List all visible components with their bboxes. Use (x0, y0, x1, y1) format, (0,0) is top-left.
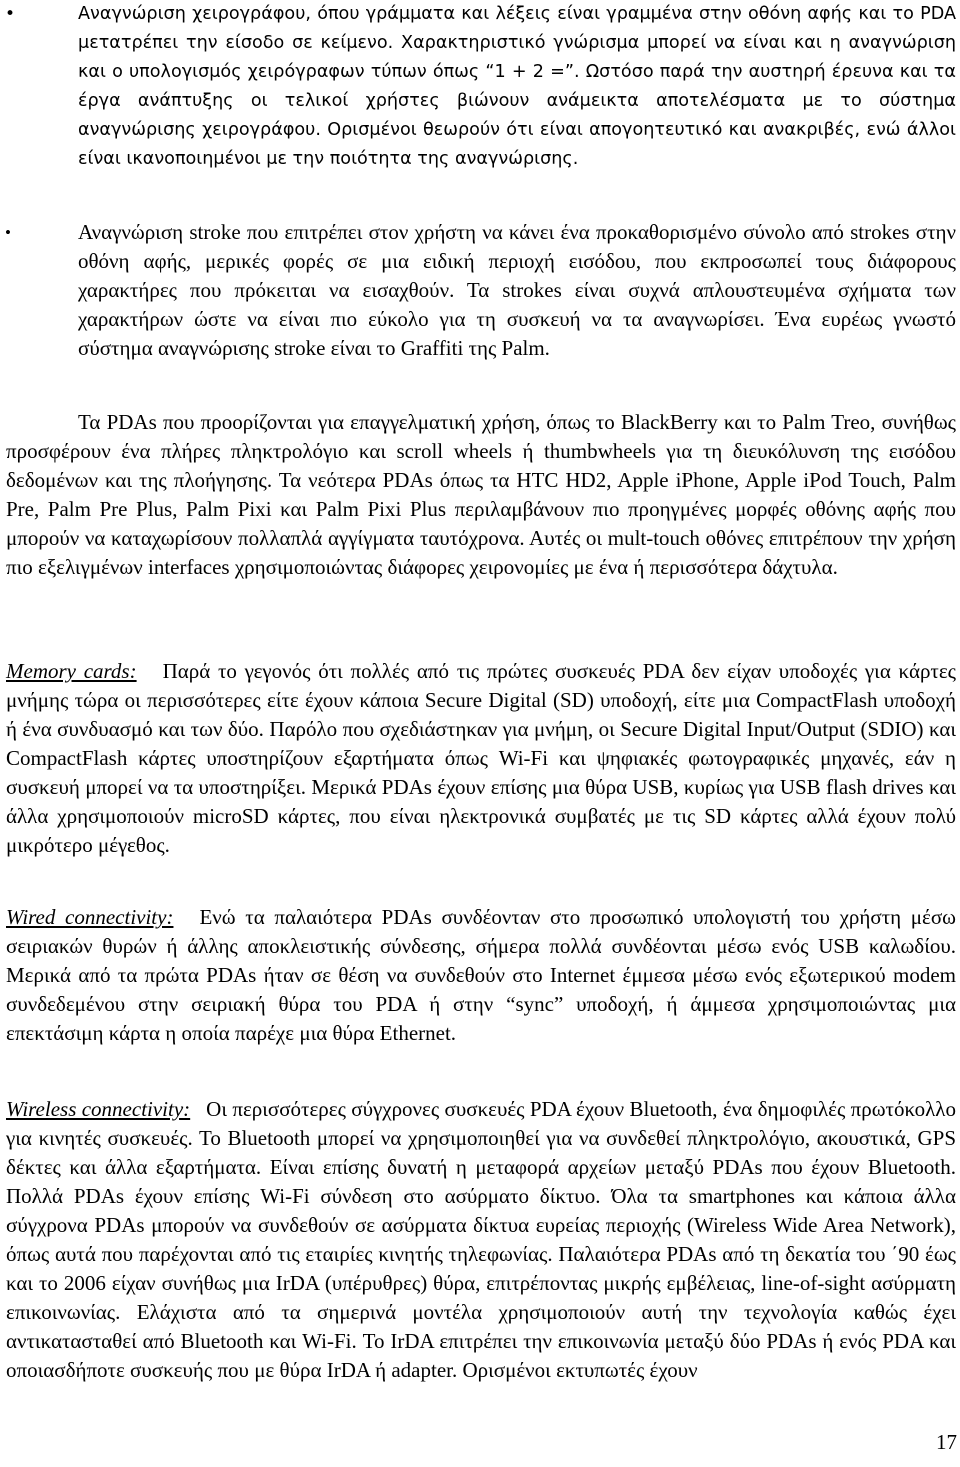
memory-cards-text: Παρά το γεγονός ότι πολλές από τις πρώτες συσκευές PDA δεν είχαν υποδοχές για κάρτες μνήμης τώρα οι περισσότερες είτε έχουν κάποια Secure Digital (SD) υποδοχή, είτε μια CompactFlash υποδοχή ή ένα συνδυασμό και των δύο. Παρόλο που σχεδιάστηκαν για μνήμη, οι Secure Digital Input/Output (SDIO) και CompactFlash κάρτες υποστηρίζουν εξαρτήματα όπως Wi-Fi και ψηφιακές φωτογραφικές μηχανές, εάν η συσκευή μπορεί να τα υποστηρίξει. Μερικά PDAs έχουν επίσης μια θύρα USB, κυρίως για USB flash drives και άλλα χρησιμοποιούν microSD κάρτες, που είναι ηλεκτρονικά συμβατές με τις SD κάρτες αλλά έχουν πολύ μικρότερο μέγεθος. (6, 659, 957, 857)
bullet-marker: • (5, 4, 16, 24)
wireless-connectivity-text: Οι περισσότερες σύγχρονες συσκευές PDA έχουν Bluetooth, ένα δημοφιλές πρωτόκολλο για κινητές συσκευές. Το Bluetooth μπορεί να χρησιμοποιηθεί για να συνδεθεί πληκτρολόγιο, ακουστικά, GPS δέκτες και άλλα εξαρτήματα. Είναι επίσης δυνατή η μεταφορά αρχείων μεταξύ PDAs που έχουν Bluetooth. Πολλά PDAs έχουν επίσης Wi-Fi σύνδεση στο ασύρματο δίκτυο. Όλα τα smartphones και κάποια άλλα σύγχρονα PDAs μπορούν να συνδεθούν σε ασύρματα δίκτυα ευρείας περιοχής (Wireless Wide Area Network), όπως αυτά που παρέχονται από τις εταιρίες κινητής τηλεφωνίας. Παλαιότερα PDAs από τη δεκατία του ΄90 έως και το 2006 είχαν συνήθως μια IrDA (υπέρυθρες) θύρα, επιτρέποντας μικρής εμβέλειας, line-of-sight ασύρματη επικοινωνίας. Ελάχιστα από τα σημερινά μοντέλα χρησιμοποιούν αυτή την τεχνολογία καθώς έχει αντικατασταθεί από Bluetooth και Wi-Fi. Το IrDA επιτρέπει την επικοινωνία μεταξύ δύο PDAs ή ενός PDA και οποιασδήποτε συσκευής που με θύρα IrDA ή adapter. Ορισμένοι εκτυπωτές έχουν (6, 1097, 956, 1382)
keyboards-paragraph-text: Τα PDAs που προορίζονται για επαγγελματική χρήση, όπως το BlackBerry και το Palm Treo, συνήθως προσφέρουν ένα πλήρες πληκτρολόγιο και scroll wheels ή thumbwheels για τη διευκόλυνση της εισόδου δεδομένων και της πλοήγησης. Τα νεότερα PDAs όπως τα HTC HD2, Apple iPhone, Apple iPod Touch, Palm Pre, Palm Pre Plus, Palm Pixi και Palm Pixi Plus περιλαμβάνουν πιο προηγμένες μορφές οθόνης αφής που μπορούν να καταχωρίσουν πολλαπλά αγγίγματα ταυτόχρονα. Αυτές οι mult-touch οθόνες επιτρέπουν την χρήση πιο εξελιγμένων interfaces χρησιμοποιώντας διάφορες χειρονομίες με ένα ή περισσότερα δάχτυλα. (6, 410, 956, 579)
stroke-recognition-text: Αναγνώριση stroke που επιτρέπει στον χρήστη να κάνει ένα προκαθορισμένο σύνολο από strokes στην οθόνη αφής, μερικές φορές σε μια ειδική περιοχή εισόδου, που εκπροσωπεί τους διάφορους χαρακτήρες που πρόκειται να εισαχθούν. Τα strokes είναι συχνά απλουστευμένα σχήματα των χαρακτήρων ώστε να είναι πιο εύκολο για τη συσκευή να τα αναγνωρίσει. Ένα ευρέως γνωστό σύστημα αναγνώρισης stroke είναι το Graffiti της Palm. (78, 220, 956, 360)
wired-connectivity-paragraph (6, 903, 956, 1048)
page-number: 17 (936, 1430, 957, 1454)
bullet-marker: • (5, 223, 11, 242)
wired-connectivity-text: Ενώ τα παλαιότερα PDAs συνδέονταν στο προσωπικό υπολογιστή του χρήστη μέσω σειριακών θυρών ή άλλης αποκλειστικής σύνδεσης, σήμερα πολλά συνδέονται μέσω ενός USB καλωδίου. Μερικά από τα πρώτα PDAs ήταν σε θέση να συνδεθούν στο Internet έμμεσα μέσω ενός εξωτερικού modem συνδεδεμένου στην σειριακή θύρα του PDA ή στην “sync” υποδοχή, ή άμμεσα χρησιμοποιώντας μια επεκτάσιμη κάρτα η οποία παρέχε μια θύρα Ethernet. (6, 905, 956, 1045)
keyboards-paragraph (6, 408, 956, 582)
wireless-connectivity-label: Wireless connectivity: (6, 1097, 191, 1121)
memory-cards-label: Memory cards: (6, 659, 137, 683)
wireless-connectivity-paragraph (6, 1095, 956, 1385)
memory-cards-paragraph (6, 657, 956, 860)
wired-connectivity-label: Wired connectivity: (6, 905, 174, 929)
handwriting-recognition-text: Αναγνώριση χειρογράφου, όπου γράμματα και λέξεις είναι γραμμένα στην οθόνη αφής και το PDA μετατρέπει την είσοδο σε κείμενο. Χαρακτηριστικό γνώρισμα μπορεί να είναι και η αναγνώριση και ο υπολογισμός χειρόγραφων τύπων όπως “1 + 2 =”. Ωστόσο παρά την αυστηρή έρευνα και τα έργα ανάπτυξης οι τελικοί χρήστες βιώνουν ανάμεικτα αποτελέσματα με το σύστημα αναγνώρισης χειρογράφου. Ορισμένοι θεωρούν ότι είναι απογοητευτικό και ανακριβές, ενώ άλλοι είναι ικανοποιημένοι με την ποιότητα της αναγνώρισης. (78, 4, 956, 169)
